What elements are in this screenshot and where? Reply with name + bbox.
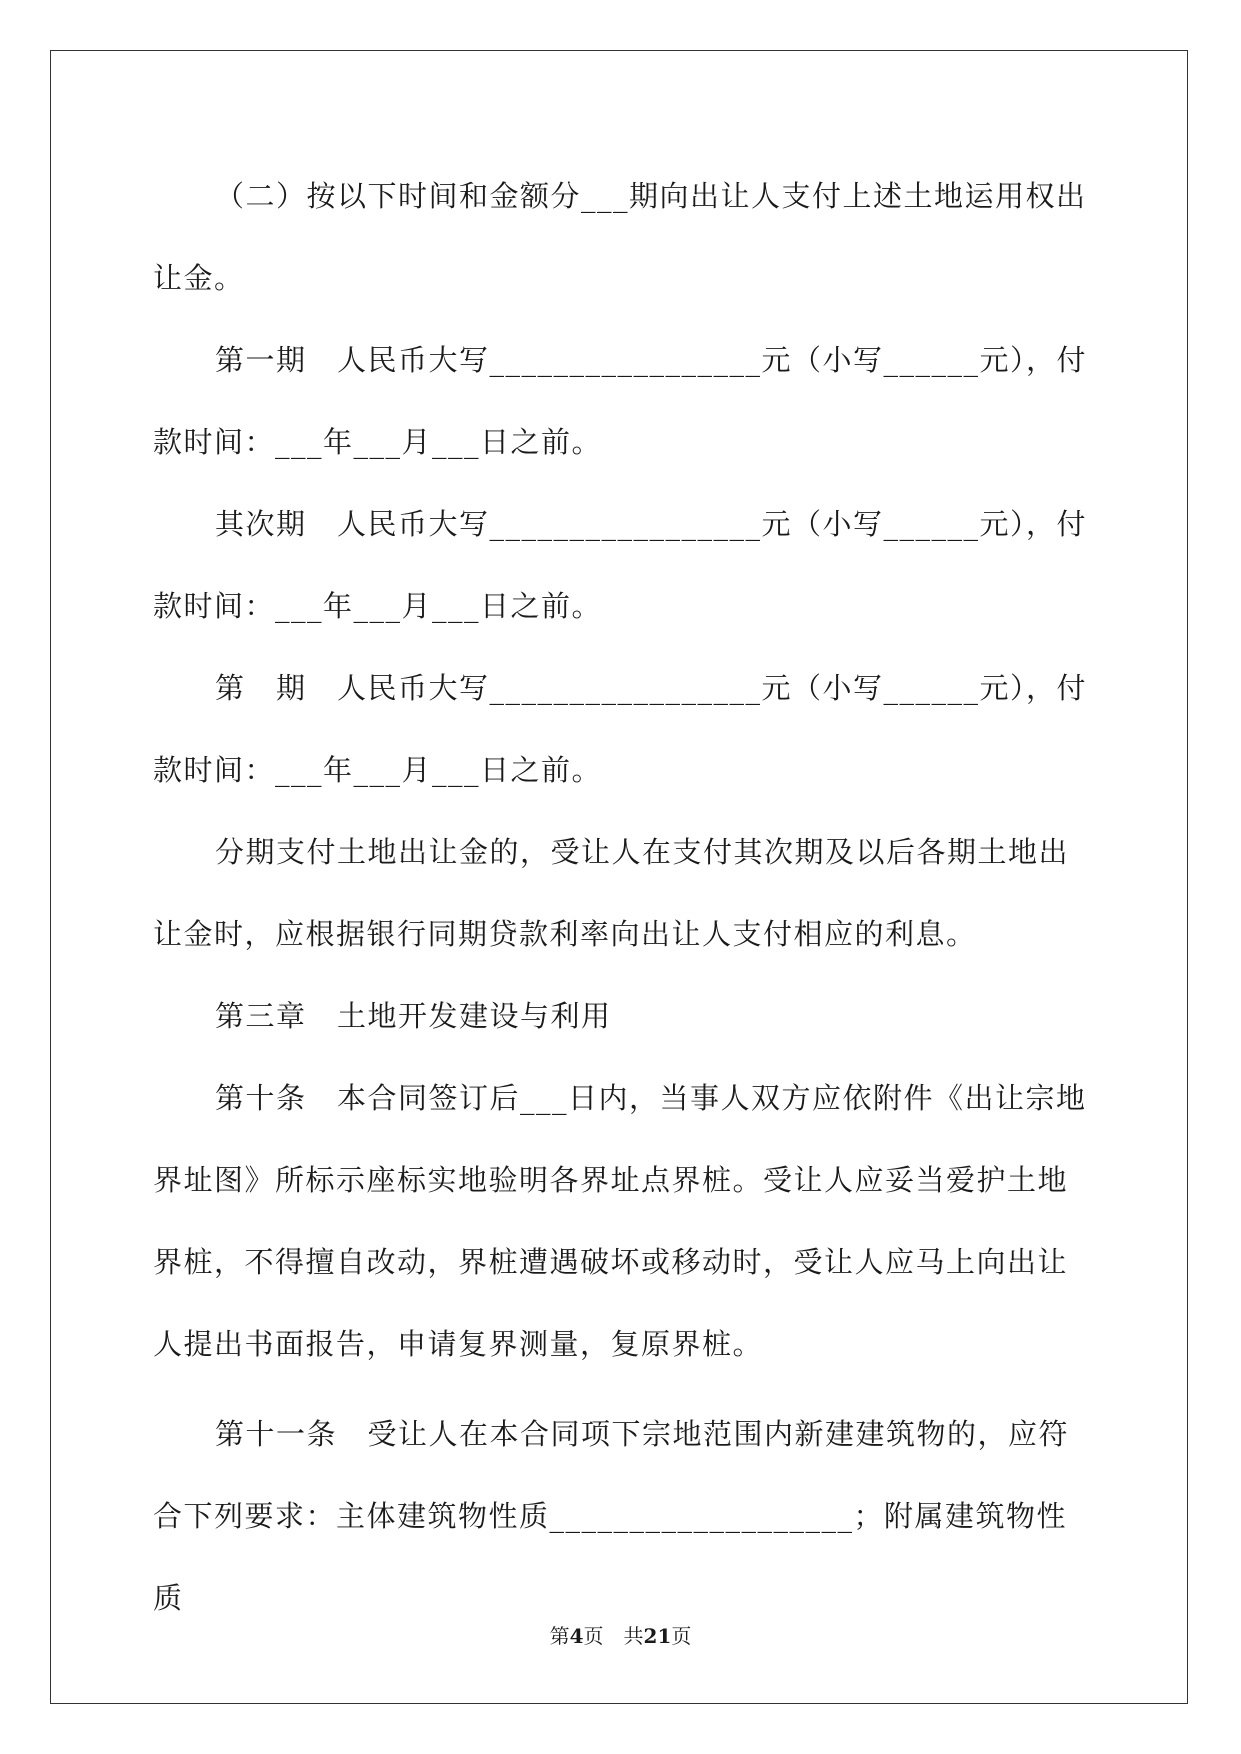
footer-mid: 页 共 [583, 1624, 644, 1648]
document-body [153, 155, 1093, 1639]
footer-prefix: 第 [549, 1624, 570, 1648]
paragraph-installment-second: 其次期 人民币大写_________________元（小写______元），付款时间：___年___月___日之前。 [153, 507, 1088, 623]
paragraph-interest-clause: 分期支付土地出让金的，受让人在支付其次期及以后各期土地出让金时，应根据银行同期贷款利率向出让人支付相应的利息。 [153, 835, 1070, 951]
paragraph-article-eleven: 第十一条 受让人在本合同项下宗地范围内新建建筑物的，应符合下列要求：主体建筑物性质___________________；附属建筑物性质 [153, 1417, 1070, 1615]
page-footer [0, 1620, 1241, 1649]
paragraph-article-ten: 第十条 本合同签订后___日内，当事人双方应依附件《出让宗地界址图》所标示座标实地验明各界址点界桩。受让人应妥当爱护土地界桩，不得擅自改动，界桩遭遇破坏或移动时，受让人应马上向出让人提出书面报告，申请复界测量，复原界桩。 [153, 1081, 1087, 1361]
footer-suffix: 页 [671, 1624, 692, 1648]
chapter-heading: 第三章 土地开发建设与利用 [215, 999, 612, 1033]
footer-total-pages: 21 [643, 1624, 672, 1648]
paragraph-installment-first: 第一期 人民币大写_________________元（小写______元），付款时间：___年___月___日之前。 [153, 343, 1088, 459]
paragraph-installment-intro: （二）按以下时间和金额分___期向出让人支付上述土地运用权出让金。 [153, 179, 1087, 295]
footer-page-number: 4 [569, 1624, 584, 1648]
paragraph-installment-nth: 第 期 人民币大写_________________元（小写______元），付款时间：___年___月___日之前。 [153, 671, 1088, 787]
